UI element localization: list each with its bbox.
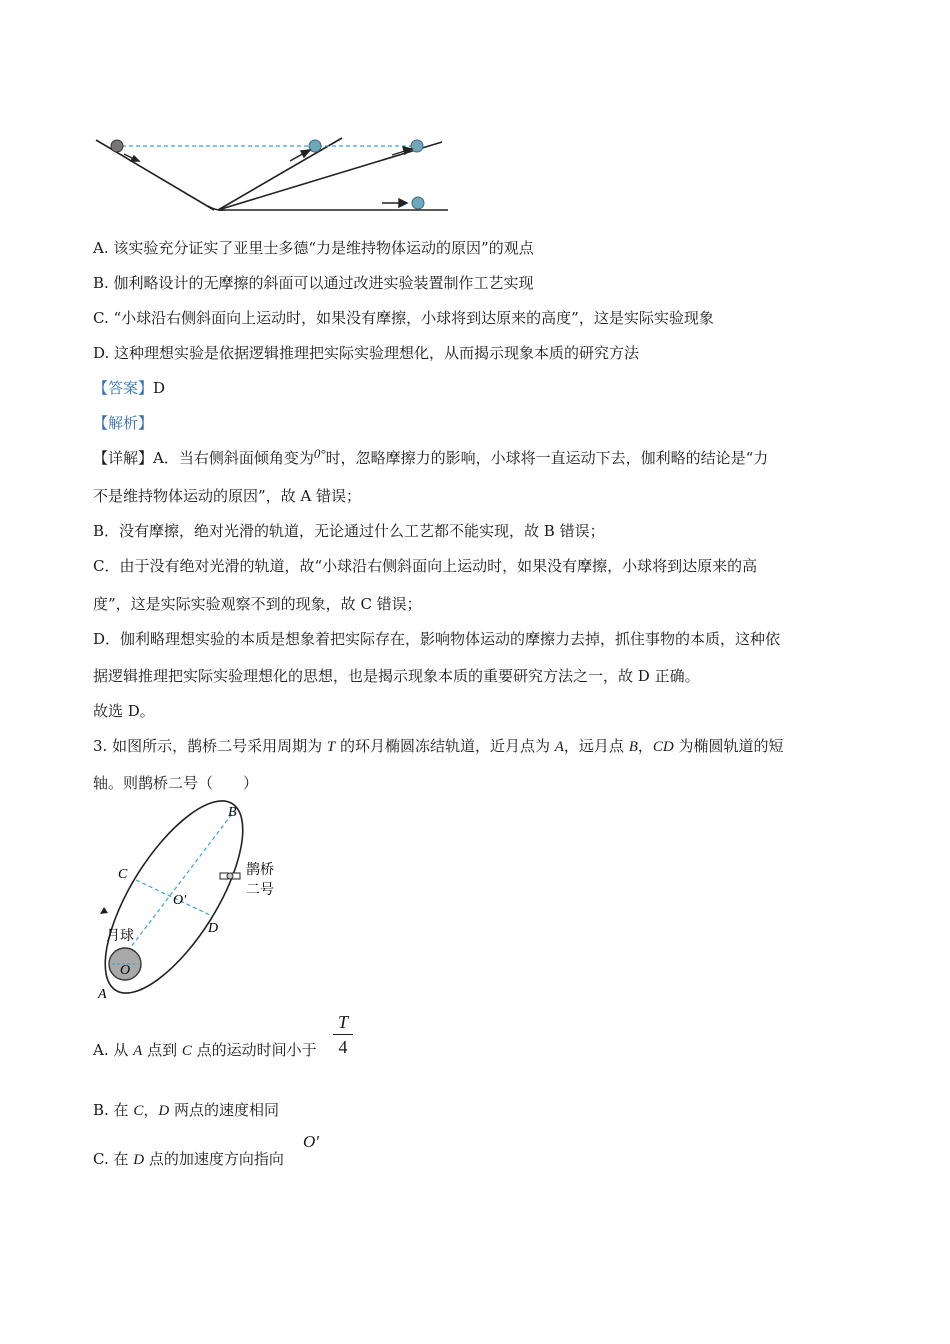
answer-line — [93, 378, 165, 398]
q3-stem-line1: 3. 如图所示，鹊桥二号采用周期为 T 的环月椭圆冻结轨道，近月点为 A，远月点 B，CD 为椭圆轨道的短 — [93, 737, 784, 755]
label-a: A — [98, 987, 107, 1002]
label-o-prime: O' — [173, 893, 187, 908]
detail-d-line2: 据逻辑推理把实际实验理想化的思想，也是揭示现象本质的重要研究方法之一，故 D 正确。 — [93, 667, 700, 685]
q3-option-c: C. 在 D 点的加速度方向指向 — [93, 1150, 284, 1168]
detail-a-text: A．当右侧斜面倾角变为 — [153, 449, 314, 467]
fraction-denominator: 4 — [338, 1037, 348, 1057]
detail-b: B．没有摩擦，绝对光滑的轨道，无论通过什么工艺都不能实现，故 B 错误； — [93, 522, 605, 540]
ball-start — [111, 140, 123, 152]
angle-value: 0° — [313, 446, 326, 461]
conclusion: 故选 D。 — [93, 702, 155, 720]
direction-arrow — [100, 907, 108, 914]
label-d: D — [208, 921, 219, 936]
major-axis — [115, 814, 232, 968]
label-satellite-2: 二号 — [246, 883, 274, 898]
q2-option-a: A. 该实验充分证实了亚里士多德“力是维持物体运动的原因”的观点 — [93, 239, 534, 257]
detail-c-line2: 度”，这是实际实验观察不到的现象，故 C 错误； — [93, 595, 422, 613]
ball-ground — [412, 197, 424, 209]
q3-option-b: B. 在 C，D 两点的速度相同 — [93, 1101, 279, 1119]
analysis-tag: 【解析】 — [93, 414, 154, 432]
label-c: C — [118, 867, 128, 882]
detail-a-line1 — [93, 448, 768, 469]
detail-c-line1: C．由于没有绝对光滑的轨道，故“小球沿右侧斜面向上运动时，如果没有摩擦，小球将到达原来的高 — [93, 557, 758, 575]
steep-right-slope — [218, 138, 342, 210]
detail-d-line1: D．伽利略理想实验的本质是想象着把实际存在，影响物体运动的摩擦力去掉，抓住事物的本质，这种依 — [93, 630, 781, 648]
label-b: B — [228, 805, 237, 820]
label-o: O — [120, 963, 131, 978]
label-moon: 月球 — [106, 929, 134, 944]
ball-gentle — [411, 140, 423, 152]
q2-option-c: C. “小球沿右侧斜面向上运动时，如果没有摩擦，小球将到达原来的高度”，这是实际实验现象 — [93, 309, 714, 327]
detail-a-text-cont: 时，忽略摩擦力的影响，小球将一直运动下去，伽利略的结论是“力 — [325, 449, 769, 467]
label-satellite-1: 鹊桥 — [246, 863, 274, 878]
answer-value: D — [153, 379, 166, 397]
q3-option-a: A. 从 A 点到 C 点的运动时间小于 — [93, 1041, 317, 1059]
fraction-t-over-4 — [333, 1012, 353, 1057]
answer-tag: 【答案】 — [93, 379, 154, 397]
ball-steep — [309, 140, 321, 152]
detail-tag: 【详解】 — [93, 449, 154, 467]
q3-stem-line2: 轴。则鹊桥二号（ ） — [93, 774, 259, 792]
q2-option-b: B. 伽利略设计的无摩擦的斜面可以通过改进实验装置制作工艺实现 — [93, 274, 534, 292]
satellite-icon — [220, 873, 240, 879]
q2-option-d: D. 这种理想实验是依据逻辑推理把实际实验理想化，从而揭示现象本质的研究方法 — [93, 344, 640, 362]
orbit-figure — [90, 800, 290, 1005]
inclined-plane-figure — [90, 130, 460, 220]
fraction-numerator: T — [337, 1012, 348, 1032]
o-prime-target: O' — [303, 1132, 319, 1151]
detail-a-line2: 不是维持物体运动的原因”，故 A 错误； — [93, 487, 362, 505]
